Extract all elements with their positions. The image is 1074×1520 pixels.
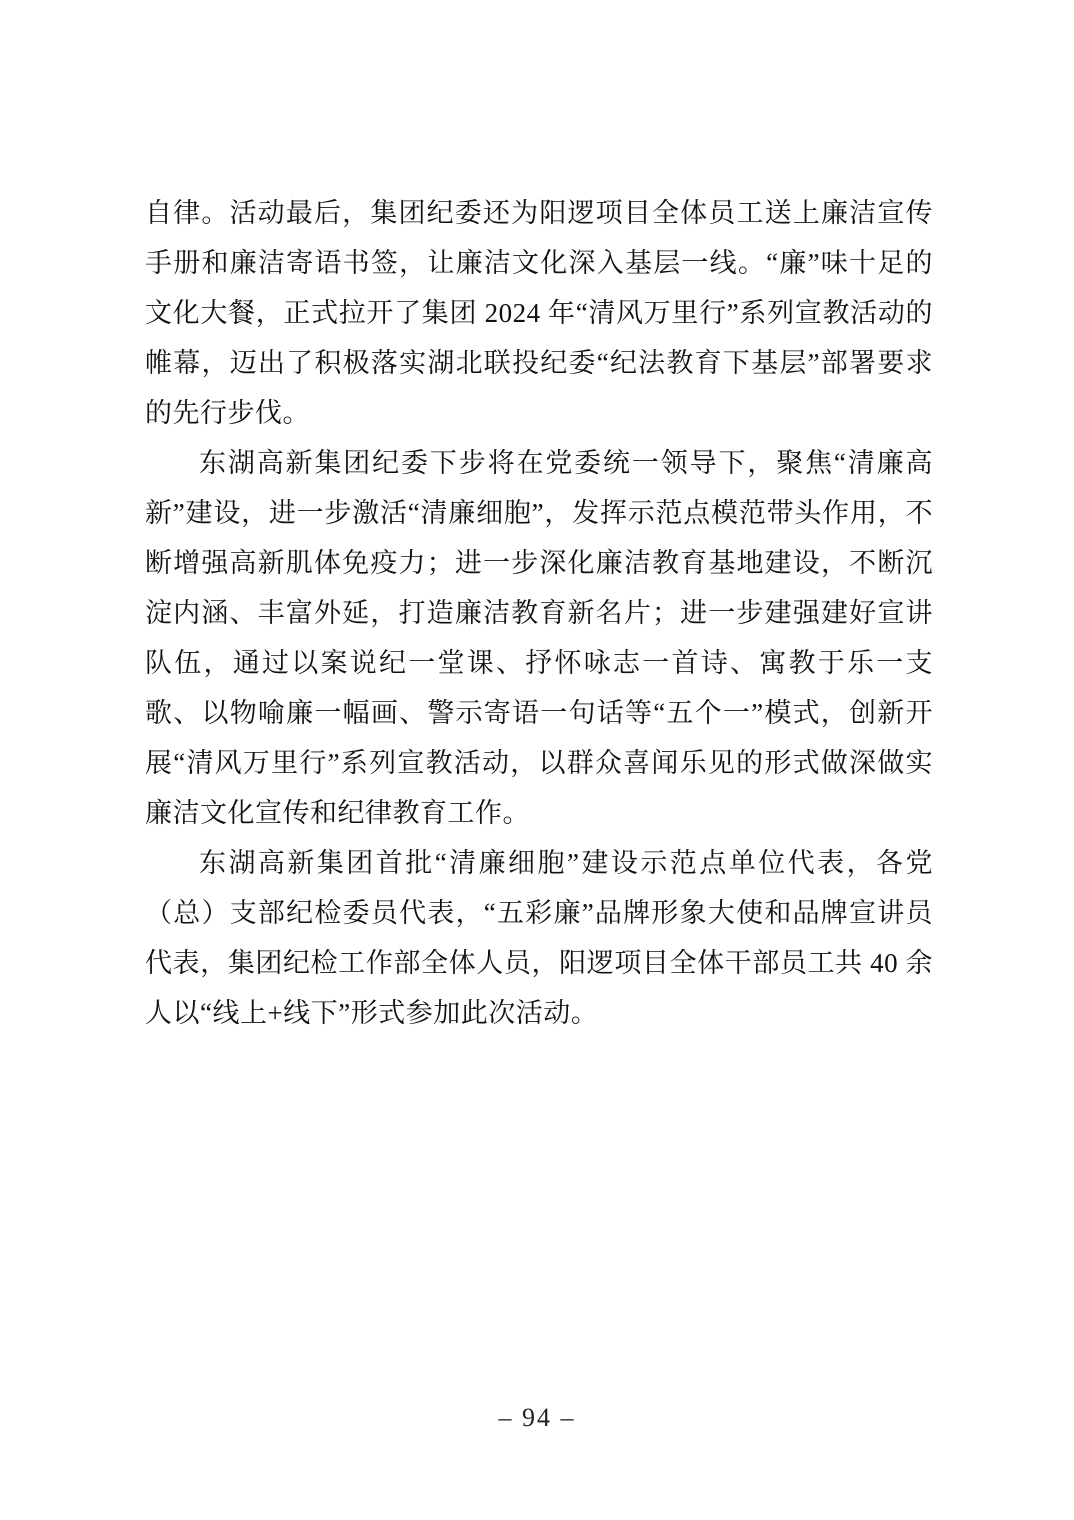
paragraph: 东湖高新集团首批“清廉细胞”建设示范点单位代表，各党（总）支部纪检委员代表，“五彩廉”品牌形象大使和品牌宣讲员代表，集团纪检工作部全体人员，阳逻项目全体干部员工共 40 余人以“线上+线下”形式参加此次活动。: [145, 848, 933, 1028]
paragraph: 自律。活动最后，集团纪委还为阳逻项目全体员工送上廉洁宣传手册和廉洁寄语书签，让廉洁文化深入基层一线。“廉”味十足的文化大餐，正式拉开了集团 2024 年“清风万里行”系列宣教活动的帷幕，迈出了积极落实湖北联投纪委“纪法教育下基层”部署要求的先行步伐。: [145, 198, 933, 428]
document-body: [145, 188, 933, 1038]
page-number: – 94 –: [498, 1403, 576, 1432]
paragraph: 东湖高新集团纪委下步将在党委统一领导下，聚焦“清廉高新”建设，进一步激活“清廉细胞”，发挥示范点模范带头作用，不断增强高新肌体免疫力；进一步深化廉洁教育基地建设，不断沉淀内涵、丰富外延，打造廉洁教育新名片；进一步建强建好宣讲队伍，通过以案说纪一堂课、抒怀咏志一首诗、寓教于乐一支歌、以物喻廉一幅画、警示寄语一句话等“五个一”模式，创新开展“清风万里行”系列宣教活动，以群众喜闻乐见的形式做深做实廉洁文化宣传和纪律教育工作。: [145, 448, 933, 828]
